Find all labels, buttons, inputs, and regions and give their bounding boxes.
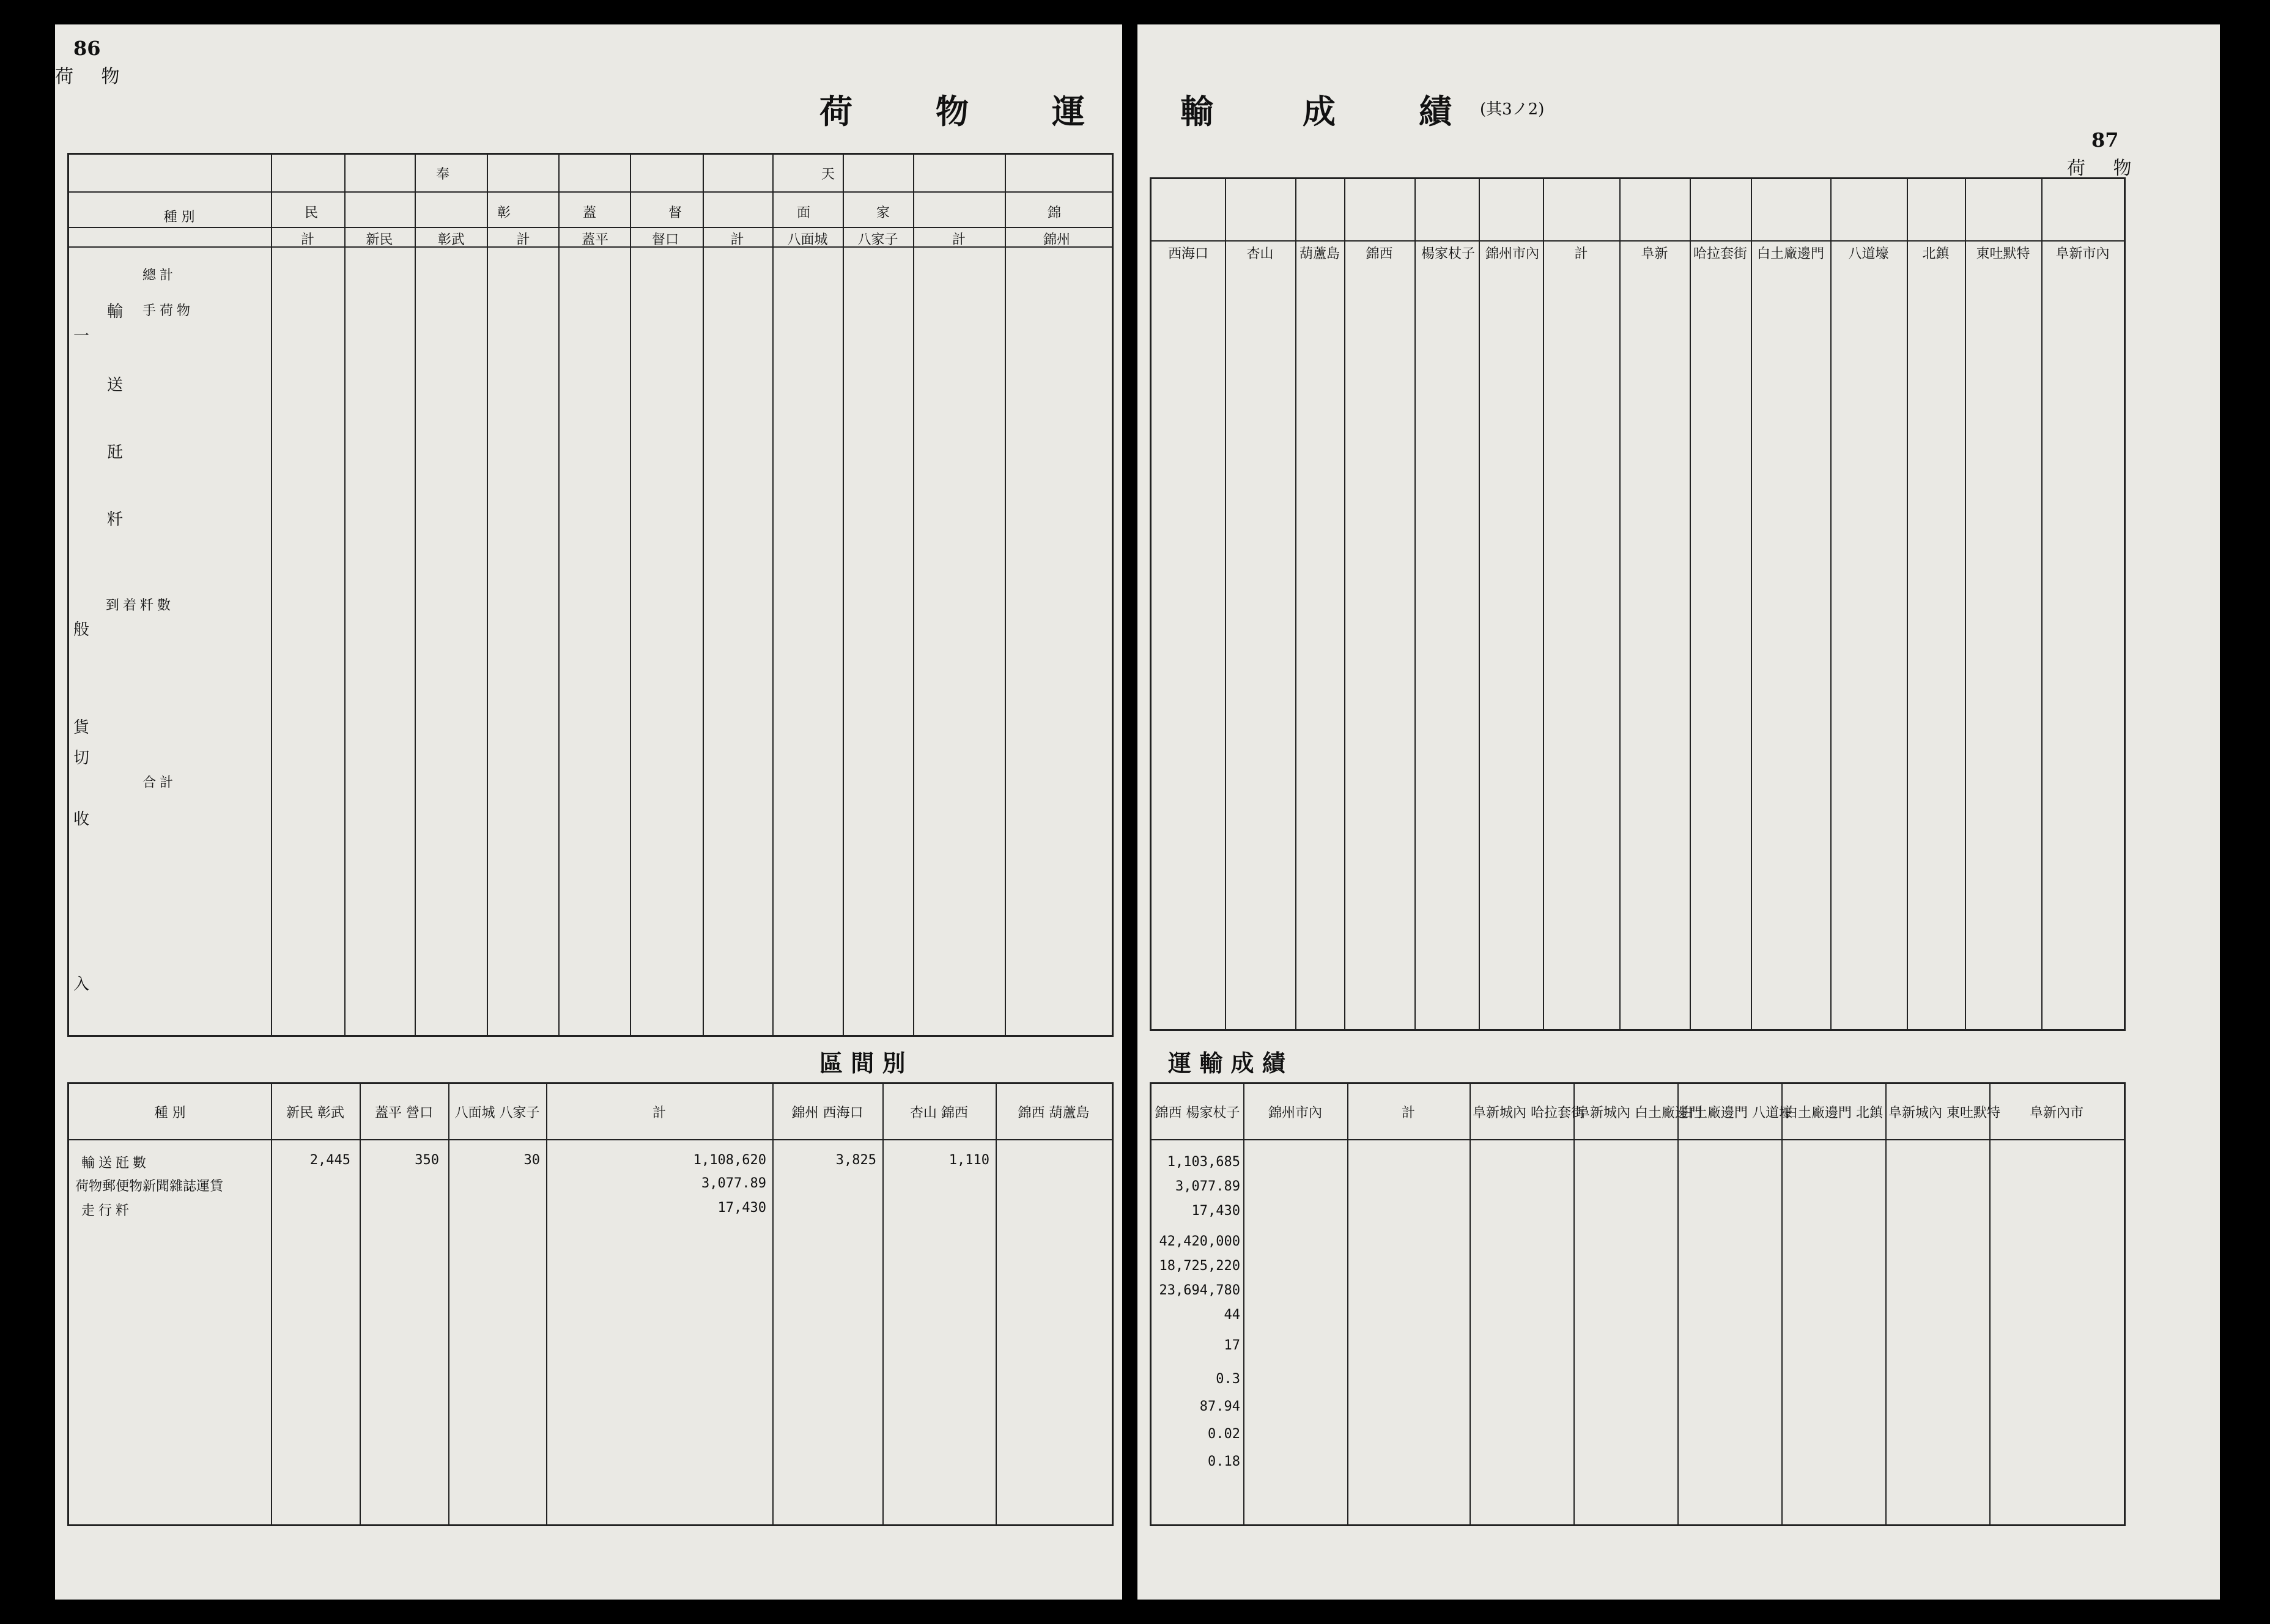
group-fengtian-1: 奉 (436, 167, 450, 182)
subcol-2: 彰武 (437, 232, 465, 248)
page-number: 86 (73, 37, 101, 60)
title-char-6: 績 (1419, 92, 1452, 131)
lower-r0-c4: 1,108,620 (693, 1153, 766, 1168)
r-h-10: 八道壕 (1848, 246, 1889, 262)
lower-h-1: 新民 彰武 (286, 1105, 344, 1121)
group-du: 督 (668, 205, 682, 221)
rl-h-2: 計 (1401, 1105, 1415, 1121)
rl-c0-11: 0.18 (1208, 1454, 1240, 1469)
section-title-right: 運 輸 成 績 (1168, 1049, 1285, 1077)
category-label: 荷 物 (55, 66, 131, 87)
lower-r0-c3: 30 (523, 1153, 540, 1168)
upper-table-right (1150, 177, 2126, 1031)
r-h-0: 西海口 (1167, 246, 1208, 262)
title-char-5: 成 (1303, 92, 1336, 131)
rl-h-5: 白土廠邊門 八道壕 (1680, 1105, 1792, 1121)
lower-r0-c2: 350 (415, 1153, 439, 1168)
rowgroup-ru: 入 (73, 975, 89, 994)
title-char-1: 荷 (819, 92, 852, 131)
rl-h-7: 阜新城內 東吐默特 (1888, 1105, 2000, 1121)
group-gai: 蓋 (583, 205, 597, 221)
subcol-1: 新民 (366, 232, 393, 248)
group-jia: 家 (876, 205, 890, 221)
rl-h-3: 阜新城內 哈拉套街 (1473, 1105, 1584, 1121)
lower-row-label-0: 輸送瓩數 (81, 1156, 150, 1171)
subcol-8: 八家子 (857, 232, 898, 248)
upper-table (67, 153, 1114, 1037)
lower-h-2: 蓋平 營口 (375, 1105, 433, 1121)
section-title-left: 區 間 別 (819, 1049, 906, 1077)
rl-h-6: 白土廠邊門 北鎮 (1784, 1105, 1883, 1121)
lower-h-6: 杏山 錦西 (910, 1105, 968, 1121)
title-char-4: 輸 (1180, 92, 1213, 131)
lower-h-0: 種 別 (154, 1105, 186, 1121)
lower-r0-c6: 1,110 (948, 1153, 989, 1168)
group-zhang: 彰 (497, 205, 511, 221)
rl-c0-7: 17 (1224, 1338, 1240, 1353)
r-h-7: 阜新 (1641, 246, 1668, 262)
rowgroup-yi: 一 (73, 327, 89, 345)
lower-r2-c4: 17,430 (717, 1200, 766, 1216)
row-wa: 瓩 (106, 443, 123, 462)
r-h-4: 楊家杖子 (1421, 246, 1475, 262)
subcol-9: 計 (952, 232, 966, 248)
lower-h-3: 八面城 八家子 (454, 1105, 540, 1121)
rl-h-1: 錦州市內 (1268, 1105, 1322, 1121)
subcol-0: 計 (300, 232, 314, 248)
rl-c0-10: 0.02 (1208, 1427, 1240, 1442)
lower-table-left (67, 1082, 1114, 1526)
r-h-11: 北鎮 (1922, 246, 1950, 262)
rl-c0-4: 18,725,220 (1159, 1258, 1240, 1274)
right-page (1137, 24, 2220, 1600)
title-char-3: 運 (1052, 92, 1085, 131)
rl-c0-0: 1,103,685 (1167, 1154, 1240, 1170)
r-h-12: 東吐默特 (1976, 246, 2030, 262)
rowgroup-huo: 貨 (73, 718, 89, 737)
rowgroup-shou: 收 (73, 810, 89, 829)
lower-r1-c4: 3,077.89 (701, 1176, 766, 1191)
lower-h-4: 計 (652, 1105, 666, 1121)
subcol-6: 計 (730, 232, 744, 248)
lower-h-7: 錦西 葫蘆島 (1018, 1105, 1090, 1121)
lower-row-label-1: 荷物郵便物新聞雜誌運賃 (75, 1179, 224, 1194)
subcol-4: 蓋平 (581, 232, 608, 248)
row-total: 總計 (142, 268, 177, 283)
subcol-5: 督口 (651, 232, 679, 248)
subtitle: (其3ノ2) (1480, 100, 1545, 119)
lower-h-5: 錦州 西海口 (791, 1105, 863, 1121)
r-h-5: 錦州市內 (1485, 246, 1539, 262)
row-arrival-km: 到着粁數 (106, 598, 175, 613)
lower-table-right (1150, 1082, 2126, 1526)
rl-c0-6: 44 (1224, 1307, 1240, 1323)
rl-c0-2: 17,430 (1191, 1203, 1240, 1219)
r-h-8: 哈拉套街 (1693, 246, 1747, 262)
lower-r0-c1: 2,445 (309, 1153, 350, 1168)
rl-c0-3: 42,420,000 (1159, 1234, 1240, 1249)
subcol-3: 計 (516, 232, 530, 248)
r-h-9: 白土廠邊門 (1756, 246, 1824, 262)
rl-c0-9: 87.94 (1199, 1399, 1240, 1414)
rl-h-4: 阜新城內 白土廠邊門 (1577, 1105, 1702, 1121)
r-h-3: 錦西 (1366, 246, 1393, 262)
group-mian: 面 (797, 205, 811, 221)
row-baggage: 手荷物 (142, 303, 194, 319)
rl-h-8: 阜新內市 (2029, 1105, 2083, 1121)
rl-c0-8: 0.3 (1216, 1371, 1240, 1387)
rl-c0-1: 3,077.89 (1175, 1179, 1240, 1194)
title-char-2: 物 (936, 92, 969, 131)
rl-h-0: 錦西 楊家杖子 (1155, 1105, 1240, 1121)
rowgroup-qie: 切 (73, 749, 89, 767)
subcol-7: 八面城 (787, 232, 828, 248)
r-h-2: 葫蘆島 (1299, 246, 1340, 262)
category-label-right: 荷 物 (2067, 158, 2143, 179)
lower-row-label-2: 走行粁 (81, 1203, 133, 1219)
left-page (55, 24, 1122, 1600)
subcol-10: 錦州 (1043, 232, 1070, 248)
r-h-13: 阜新市內 (2055, 246, 2110, 262)
group-fengtian-2: 天 (821, 167, 835, 182)
r-h-1: 杏山 (1246, 246, 1274, 262)
rl-c0-5: 23,694,780 (1159, 1283, 1240, 1298)
group-jin: 錦 (1048, 205, 1062, 221)
row-km: 粁 (106, 511, 123, 529)
group-min: 民 (305, 205, 319, 221)
row-shu: 輸 (106, 303, 123, 321)
lower-r0-c5: 3,825 (835, 1153, 876, 1168)
stub-header: 種 別 (163, 210, 195, 225)
row-income-total: 合計 (142, 775, 177, 791)
page-number-right: 87 (2091, 128, 2119, 152)
r-h-6: 計 (1574, 246, 1588, 262)
rowgroup-ban: 般 (73, 621, 89, 639)
row-song: 送 (106, 376, 123, 394)
